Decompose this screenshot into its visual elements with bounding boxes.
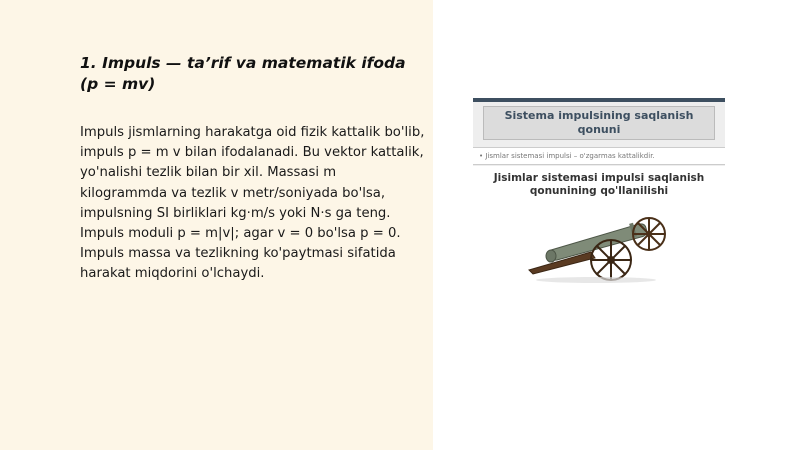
slide-title: 1. Impuls — ta’rif va matematik ifoda (p = mv) (80, 54, 406, 93)
figure-banner (473, 98, 725, 166)
conservation-figure (473, 98, 725, 288)
slide-body-text: Impuls jismlarning harakatga oid fizik kattalik bo'lib, impuls p = m v bilan ifodalanadi. Bu vektor kattalik, yo'nalishi tezlik bilan bir xil. Massasi m kilogrammda va tezlik v metr/soniyada bo'lsa, impulsning SI birliklari kg·m/s yoki N·s ga teng. Impuls moduli p = m|v|; agar v = 0 bo'lsa p = 0. Impuls massa va tezlikning ko'paytmasi sifatida harakat miqdorini o'lchaydi. (80, 125, 425, 282)
figure-caption: Jisimlar sistemasi impulsi saqlanish qonunining qo'llanilishi (493, 172, 705, 197)
figure-banner-title: Sistema impulsining saqlanish qonuni (483, 106, 715, 140)
cannon-icon (521, 204, 671, 284)
figure-banner-bullet: • Jismlar sistemasi impulsi – o'zgarmas kattalikdir. (473, 147, 725, 165)
